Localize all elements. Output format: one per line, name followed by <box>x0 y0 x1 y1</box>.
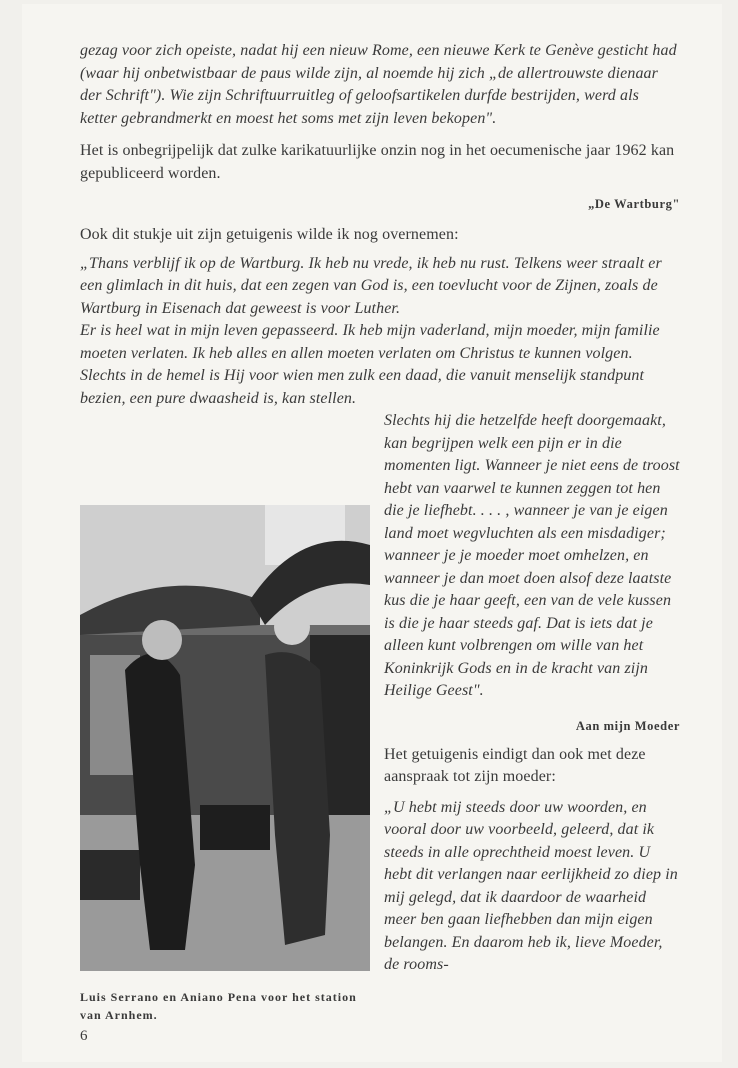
lead-paragraph: Ook dit stukje uit zijn getuigenis wilde ik nog overnemen: <box>80 226 459 243</box>
station-photo <box>80 505 370 971</box>
page <box>22 4 722 1062</box>
photo-caption: Luis Serrano en Aniano Pena voor het station van Arnhem. <box>80 990 357 1022</box>
page-number: 6 <box>80 1028 88 1044</box>
right-column-paragraph-1: Slechts hij die hetzelfde heeft doorgemaakt, kan begrijpen welk een pijn er in die momenten ligt. Wanneer je niet eens de troost hebt van vaarwel te kunnen zeggen tot hen die je liefhebt. . . . , wanneer je van je eigen land moet wegvluchten als een misdadiger; wanneer je je moeder moet omhelzen, en wanneer je dan moet doen alsof deze laatste kus die je haar geeft, een van de vele kussen is die je haar steeds gaf. Dat is iets dat je alleen kunt volbrengen om wille van het Koninkrijk Gods en in de kracht van zijn Heilige Geest". <box>384 412 680 699</box>
two-column-area <box>80 410 680 1044</box>
right-column <box>384 410 680 977</box>
section-heading-wartburg: „De Wartburg" <box>588 197 680 211</box>
right-column-paragraph-3: „U hebt mij steeds door uw woorden, en vooral door uw voorbeeld, geleerd, dat ik steeds in alle oprechtheid moest leven. U hebt dit verlangen naar eerlijkheid zo diep in mij gelegd, dat ik daardoor de waarheid meer ben gaan liefhebben dan mijn eigen belangen. En daarom heb ik, lieve Moeder, de rooms- <box>384 798 678 973</box>
commentary-paragraph: Het is onbegrijpelijk dat zulke karikatuurlijke onzin nog in het oecumenische jaar 1962 kan gepubliceerd worden. <box>80 142 675 182</box>
right-column-paragraph-2: Het getuigenis eindigt dan ook met deze aanspraak tot zijn moeder: <box>384 745 646 785</box>
quote-paragraph-2: Er is heel wat in mijn leven gepasseerd. Ik heb mijn vaderland, mijn moeder, mijn familie moeten verlaten. Ik heb alles en allen moeten verlaten om Christus te kunnen volgen. Slechts in de hemel is Hij voor wien men zulk een daad, die vanuit menselijk standpunt bezien, een pure dwaasheid is, kan stellen. <box>80 322 660 407</box>
intro-paragraph: gezag voor zich opeiste, nadat hij een nieuw Rome, een nieuwe Kerk te Genève gesticht had (waar hij onbetwistbaar de paus wilde zijn, al noemde hij zich „de allertrouwste dienaar der Schrift"). Wie zijn Schriftuurruitleg of geloofsartikelen durfde bestrijden, werd als ketter gebrandmerkt en moest het soms met zijn leven bekopen". <box>80 42 677 127</box>
section-heading-moeder: Aan mijn Moeder <box>575 718 680 733</box>
quote-paragraph-1: „Thans verblijf ik op de Wartburg. Ik heb nu vrede, ik heb nu rust. Telkens weer straalt er een glimlach in dit huis, dat een zegen van God is, een toevlucht voor de Zijnen, zoals de Wartburg in Eisenach dat geweest is voor Luther. <box>80 254 662 317</box>
text-block <box>80 40 680 1044</box>
photo-illustration <box>80 505 370 971</box>
